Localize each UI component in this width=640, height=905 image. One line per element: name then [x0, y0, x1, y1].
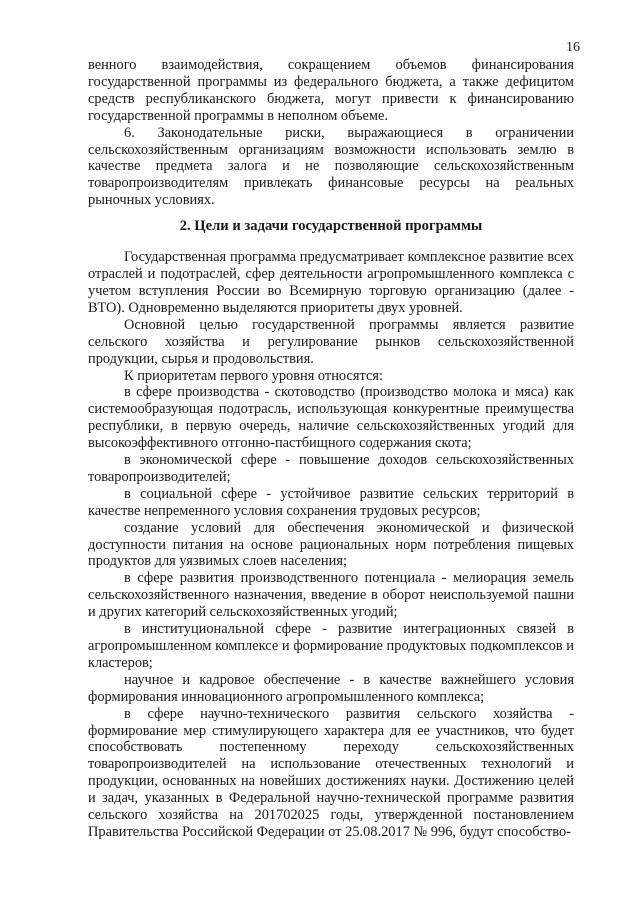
paragraph: в экономической сфере - повышение доходов сельскохозяйственных товаропроизводителей;	[88, 452, 574, 485]
paragraph: в сфере производства - скотоводство (производство молока и мяса) как системообразующая подотрасль, использующая конкурентные преимущества республики, в первую очередь, наличие сельскохозяйственных угодий для высокоэффективного отгонно-пастбищного содержания скота;	[88, 384, 574, 452]
paragraph: в социальной сфере - устойчивое развитие сельских территорий в качестве непременного условия сохранения трудовых ресурсов;	[88, 485, 574, 519]
paragraph: К приоритетам первого уровня относятся:	[124, 367, 383, 384]
paragraph: создание условий для обеспечения экономической и физической доступности питания на основе рациональных норм потребления пищевых продуктов для уязвимых слоев населения;	[88, 519, 574, 570]
document-body	[88, 57, 574, 841]
paragraph: в сфере развития производственного потенциала - мелиорация земель сельскохозяйственного назначения, введение в оборот неиспользуемой пашни и других категорий сельскохозяйственных угодий;	[88, 570, 574, 621]
paragraph: в сфере научно-технического развития сельского хозяйства - формирование мер стимулирующего характера для ее участников, что будет способствовать постепенному переходу сельскохозяйственных товаропроизводителей на использование отечественных технологий и продукции, основанных на новейших достижениях науки. Достижению целей и задач, указанных в Федеральной научно-технической программе развития сельского хозяйства на 201702025 годы, утвержденной постановлением Правительства Российской Федерации от 25.08.2017 № 996, будут способство-	[88, 705, 574, 840]
paragraph: венного взаимодействия, сокращением объемов финансирования государственной программы из федерального бюджета, а также дефицитом средств республиканского бюджета, могут привести к финансированию государственной программы в неполном объеме.	[88, 57, 574, 124]
paragraph: научное и кадровое обеспечение - в качестве важнейшего условия формирования инновационного агропромышленного комплекса;	[88, 671, 574, 705]
section-title: 2. Цели и задачи государственной программы	[179, 218, 483, 235]
paragraph: в институциональной сфере - развитие интеграционных связей в агропромышленном комплексе и формирование продуктовых подкомплексов и кластеров;	[88, 621, 574, 671]
paragraph: Основной целью государственной программы является развитие сельского хозяйства и регулирование рынков сельскохозяйственной продукции, сырья и продовольствия.	[88, 316, 574, 367]
paragraph: Государственная программа предусматривает комплексное развитие всех отраслей и подотраслей, сфер деятельности агропромышленного комплекса с учетом вступления России во Всемирную торговую организацию (далее - ВТО). Одновременно выделяются приоритеты двух уровней.	[88, 249, 574, 316]
paragraph: 6. Законодательные риски, выражающиеся в ограничении сельскохозяйственным организациям возможности использовать землю в качестве предмета залога и не позволяющие сельскохозяйственным товаропроизводителям привлекать финансовые ресурсы на реальных рыночных условиях.	[88, 124, 574, 209]
page-number: 16	[566, 40, 580, 55]
